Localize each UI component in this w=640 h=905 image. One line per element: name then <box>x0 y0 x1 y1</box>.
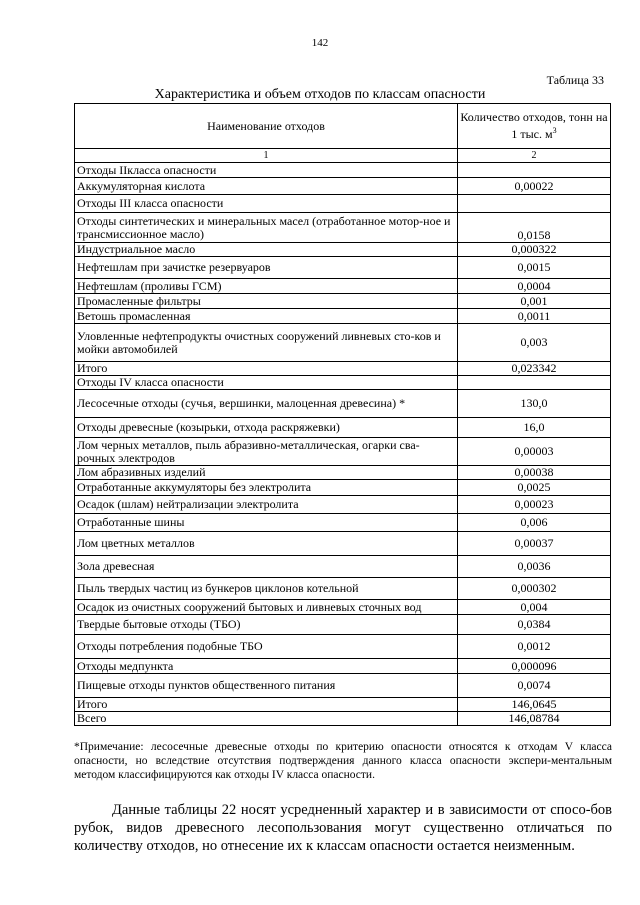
table-row <box>75 309 611 324</box>
waste-quantity-cell: 0,0025 <box>458 480 611 496</box>
table-row <box>75 600 611 615</box>
column-header-quantity <box>458 104 611 149</box>
waste-name-cell: Уловленные нефтепродукты очистных сооружений ливневых сто-ков и мойки автомобилей <box>75 324 458 362</box>
table-row <box>75 213 611 243</box>
table-row <box>75 324 611 362</box>
table-row <box>75 480 611 496</box>
waste-quantity-cell: 0,006 <box>458 514 611 532</box>
table-row <box>75 362 611 376</box>
column-number-2: 2 <box>458 149 611 163</box>
table-row <box>75 178 611 195</box>
table-row <box>75 615 611 635</box>
table-row <box>75 163 611 178</box>
waste-quantity-cell: 0,0074 <box>458 674 611 698</box>
waste-quantity-cell: 0,00022 <box>458 178 611 195</box>
waste-name-cell: Ветошь промасленная <box>75 309 458 324</box>
table-row <box>75 418 611 438</box>
waste-quantity-cell: 0,0158 <box>458 213 611 243</box>
table-row <box>75 195 611 213</box>
waste-quantity-cell: 0,0011 <box>458 309 611 324</box>
waste-quantity-cell <box>458 163 611 178</box>
table-row <box>75 294 611 309</box>
waste-name-cell: Зола древесная <box>75 556 458 578</box>
waste-quantity-cell: 0,00038 <box>458 466 611 480</box>
waste-quantity-cell: 0,00023 <box>458 496 611 514</box>
waste-quantity-cell: 0,000302 <box>458 578 611 600</box>
waste-quantity-cell: 0,004 <box>458 600 611 615</box>
waste-name-cell: Отходы потребления подобные ТБО <box>75 635 458 659</box>
table-row <box>75 659 611 674</box>
table-row <box>75 390 611 418</box>
waste-name-cell: Лом цветных металлов <box>75 532 458 556</box>
table-row <box>75 257 611 279</box>
waste-name-cell: Всего <box>75 712 458 726</box>
waste-table <box>74 103 611 726</box>
waste-name-cell: Итого <box>75 698 458 712</box>
table-row <box>75 514 611 532</box>
waste-quantity-cell: 130,0 <box>458 390 611 418</box>
waste-quantity-cell <box>458 195 611 213</box>
waste-quantity-cell: 0,0004 <box>458 279 611 294</box>
table-row <box>75 674 611 698</box>
table-label: Таблица 33 <box>546 73 604 87</box>
quantity-header-text: Количество отходов, тонн на 1 тыс. м <box>460 110 608 141</box>
waste-name-cell: Отходы синтетических и минеральных масел (отработанное мотор-ное и трансмиссионное масло) <box>75 213 458 243</box>
waste-name-cell: Пищевые отходы пунктов общественного питания <box>75 674 458 698</box>
waste-quantity-cell: 0,0015 <box>458 257 611 279</box>
waste-name-cell: Промасленные фильтры <box>75 294 458 309</box>
waste-name-cell: Отработанные шины <box>75 514 458 532</box>
waste-name-cell: Твердые бытовые отходы (ТБО) <box>75 615 458 635</box>
table-row <box>75 466 611 480</box>
waste-name-cell: Лом абразивных изделий <box>75 466 458 480</box>
waste-quantity-cell: 0,001 <box>458 294 611 309</box>
waste-name-cell: Индустриальное масло <box>75 243 458 257</box>
waste-name-cell: Лесосечные отходы (сучья, вершинки, малоценная древесина) * <box>75 390 458 418</box>
page-number: 142 <box>311 37 329 49</box>
table-row <box>75 635 611 659</box>
waste-name-cell: Пыль твердых частиц из бункеров циклонов котельной <box>75 578 458 600</box>
table-row <box>75 376 611 390</box>
waste-name-cell: Отходы медпункта <box>75 659 458 674</box>
quantity-header-superscript: 3 <box>552 126 557 135</box>
column-number-1: 1 <box>75 149 458 163</box>
waste-quantity-cell: 0,0384 <box>458 615 611 635</box>
waste-quantity-cell: 0,0012 <box>458 635 611 659</box>
waste-quantity-cell: 0,0036 <box>458 556 611 578</box>
table-row <box>75 279 611 294</box>
table-row <box>75 578 611 600</box>
waste-name-cell: Осадок из очистных сооружений бытовых и ливневых сточных вод <box>75 600 458 615</box>
table-row <box>75 556 611 578</box>
waste-name-cell: Аккумуляторная кислота <box>75 178 458 195</box>
table-title: Характеристика и объем отходов по классам опасности <box>154 87 486 102</box>
waste-name-cell: Лом черных металлов, пыль абразивно-металлическая, огарки сва-рочных электродов <box>75 438 458 466</box>
table-note: *Примечание: лесосечные древесные отходы по критерию опасности относятся к отходам V класса опасности, но вследствие отсутствия подтверждения данного класса опасности экспери-ментальным методом классифицируются как отходы IV класса опасности. <box>74 741 612 781</box>
waste-name-cell: Отходы IIкласса опасности <box>75 163 458 178</box>
waste-name-cell: Отходы III класса опасности <box>75 195 458 213</box>
table-row <box>75 243 611 257</box>
waste-quantity-cell: 0,00003 <box>458 438 611 466</box>
waste-quantity-cell: 146,0645 <box>458 698 611 712</box>
waste-name-cell: Нефтешлам (проливы ГСМ) <box>75 279 458 294</box>
waste-name-cell: Отходы IV класса опасности <box>75 376 458 390</box>
waste-name-cell: Отходы древесные (козырьки, отхода раскряжевки) <box>75 418 458 438</box>
waste-quantity-cell: 0,000096 <box>458 659 611 674</box>
waste-quantity-cell: 0,00037 <box>458 532 611 556</box>
waste-quantity-cell: 16,0 <box>458 418 611 438</box>
waste-name-cell: Отработанные аккумуляторы без электролита <box>75 480 458 496</box>
waste-name-cell: Итого <box>75 362 458 376</box>
column-header-name: Наименование отходов <box>75 104 458 149</box>
waste-name-cell: Нефтешлам при зачистке резервуаров <box>75 257 458 279</box>
waste-quantity-cell: 0,003 <box>458 324 611 362</box>
waste-quantity-cell: 146,08784 <box>458 712 611 726</box>
table-row <box>75 712 611 726</box>
table-row <box>75 532 611 556</box>
waste-quantity-cell: 0,000322 <box>458 243 611 257</box>
waste-quantity-cell: 0,023342 <box>458 362 611 376</box>
table-row <box>75 438 611 466</box>
table-row <box>75 698 611 712</box>
waste-name-cell: Осадок (шлам) нейтрализации электролита <box>75 496 458 514</box>
table-body <box>75 163 611 726</box>
table-row <box>75 496 611 514</box>
waste-quantity-cell <box>458 376 611 390</box>
body-paragraph: Данные таблицы 22 носят усредненный характер и в зависимости от спосо-бов рубок, видов древесного лесопользования могут существенно отличаться по количеству отходов, но отнесение их к классам опасности остается неизменным. <box>74 802 612 854</box>
